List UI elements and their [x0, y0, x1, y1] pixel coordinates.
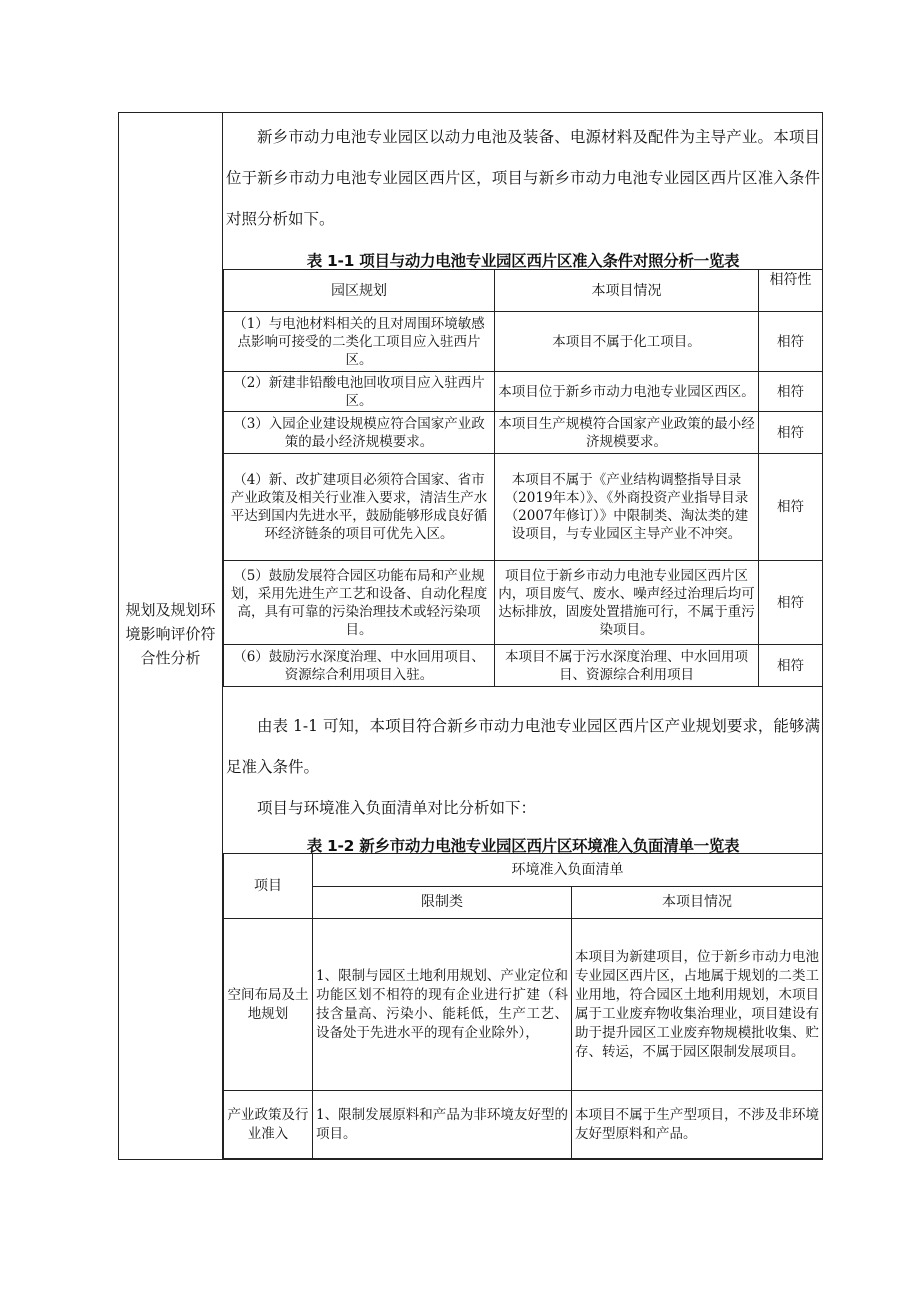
table2-header-limit: 限制类: [313, 887, 572, 919]
status-cell: 本项目不属于生产型项目，不涉及非环境友好型原料和产品。: [572, 1091, 823, 1159]
fit-cell: 相符: [759, 412, 823, 454]
table-row: [224, 312, 823, 372]
status-cell: 本项目不属于《产业结构调整指导目录（2019年本）》、《外商投资产业指导目录（2007年修订）》中限制类、淘汰类的建设项目，与专业园区主导产业不冲突。: [495, 454, 759, 561]
table2-header-row: [224, 854, 823, 887]
table2-subheader-row: [224, 887, 823, 919]
table-row: [224, 372, 823, 412]
plan-cell: （2）新建非铅酸电池回收项目应入驻西片区。: [224, 372, 495, 412]
item-cell: 产业政策及行业准入: [224, 1091, 313, 1159]
table2-caption: 表 1-2 新乡市动力电池专业园区西片区环境准入负面清单一览表: [306, 837, 740, 855]
table-row: [224, 561, 823, 645]
status-cell: 本项目为新建项目，位于新乡市动力电池专业园区西片区，占地属于规划的二类工业用地，符合园区土地利用规划，木项目属于工业废弃物收集治理业，项目建设有助于提升园区工业废弃物规模批收集、贮存、转运，不属于园区限制发展项目。: [572, 919, 823, 1091]
status-cell: 项目位于新乡市动力电池专业园区西片区内，项目废气、废水、噪声经过治理后均可达标排放，固废处置措施可行，不属于重污染项目。: [495, 561, 759, 645]
table-row: [224, 454, 823, 561]
table-row: [224, 1091, 823, 1159]
limit-cell: 1、限制发展原料和产品为非环境友好型的项目。: [313, 1091, 572, 1159]
fit-cell: 相符: [759, 454, 823, 561]
table1-header-plan: 园区规划: [224, 270, 495, 312]
fit-cell: 相符: [759, 645, 823, 687]
table1-header-fit: 相符性: [759, 270, 823, 312]
status-cell: 本项目位于新乡市动力电池专业园区西区。: [495, 372, 759, 412]
table-row: [224, 645, 823, 687]
table1-header-status: 本项目情况: [495, 270, 759, 312]
table2-header-item: 项目: [224, 854, 313, 919]
side-label: 规划及规划环境影响评价符合性分析: [125, 601, 216, 667]
plan-cell: （3）入园企业建设规模应符合国家产业政策的最小经济规模要求。: [224, 412, 495, 454]
table2: [223, 853, 823, 1159]
intro-paragraph: 新乡市动力电池专业园区以动力电池及装备、电源材料及配件为主导产业。本项目位于新乡市动力电池专业园区西片区，项目与新乡市动力电池专业园区西片区准入条件对照分析如下。: [226, 128, 820, 228]
table1: [223, 269, 823, 687]
status-cell: 本项目不属于污水深度治理、中水回用项目、资源综合利用项目: [495, 645, 759, 687]
item-cell: 空间布局及土地规划: [224, 919, 313, 1091]
plan-cell: （5）鼓励发展符合园区功能布局和产业规划，采用先进生产工艺和设备、自动化程度高，具有可靠的污染治理技术或轻污染项目。: [224, 561, 495, 645]
table1-caption: 表 1-1 项目与动力电池专业园区西片区准入条件对照分析一览表: [306, 252, 740, 270]
limit-cell: 1、限制与园区土地利用规划、产业定位和功能区划不相符的现有企业进行扩建（科技含量高、污染小、能耗低，生产工艺、设备处于先进水平的现有企业除外），: [313, 919, 572, 1091]
plan-cell: （4）新、改扩建项目必须符合国家、省市产业政策及相关行业准入要求，清洁生产水平达到国内先进水平，鼓励能够形成良好循环经济链条的项目可优先入区。: [224, 454, 495, 561]
plan-cell: （6）鼓励污水深度治理、中水回用项目、资源综合利用项目入驻。: [224, 645, 495, 687]
table2-header-status: 本项目情况: [572, 887, 823, 919]
status-cell: 本项目不属于化工项目。: [495, 312, 759, 372]
table-row: [224, 919, 823, 1091]
table-row: [224, 412, 823, 454]
table2-header-group: 环境准入负面清单: [313, 854, 823, 887]
table1-header-row: [224, 270, 823, 312]
plan-cell: （1）与电池材料相关的且对周围环境敏感点影响可接受的二类化工项目应入驻西片区。: [224, 312, 495, 372]
status-cell: 本项目生产规模符合国家产业政策的最小经济规模要求。: [495, 412, 759, 454]
fit-cell: 相符: [759, 372, 823, 412]
fit-cell: 相符: [759, 561, 823, 645]
fit-cell: 相符: [759, 312, 823, 372]
negative-list-intro: 项目与环境准入负面清单对比分析如下：: [257, 799, 537, 817]
conclusion-paragraph: 由表 1-1 可知，本项目符合新乡市动力电池专业园区西片区产业规划要求，能够满足准入条件。: [226, 717, 820, 776]
